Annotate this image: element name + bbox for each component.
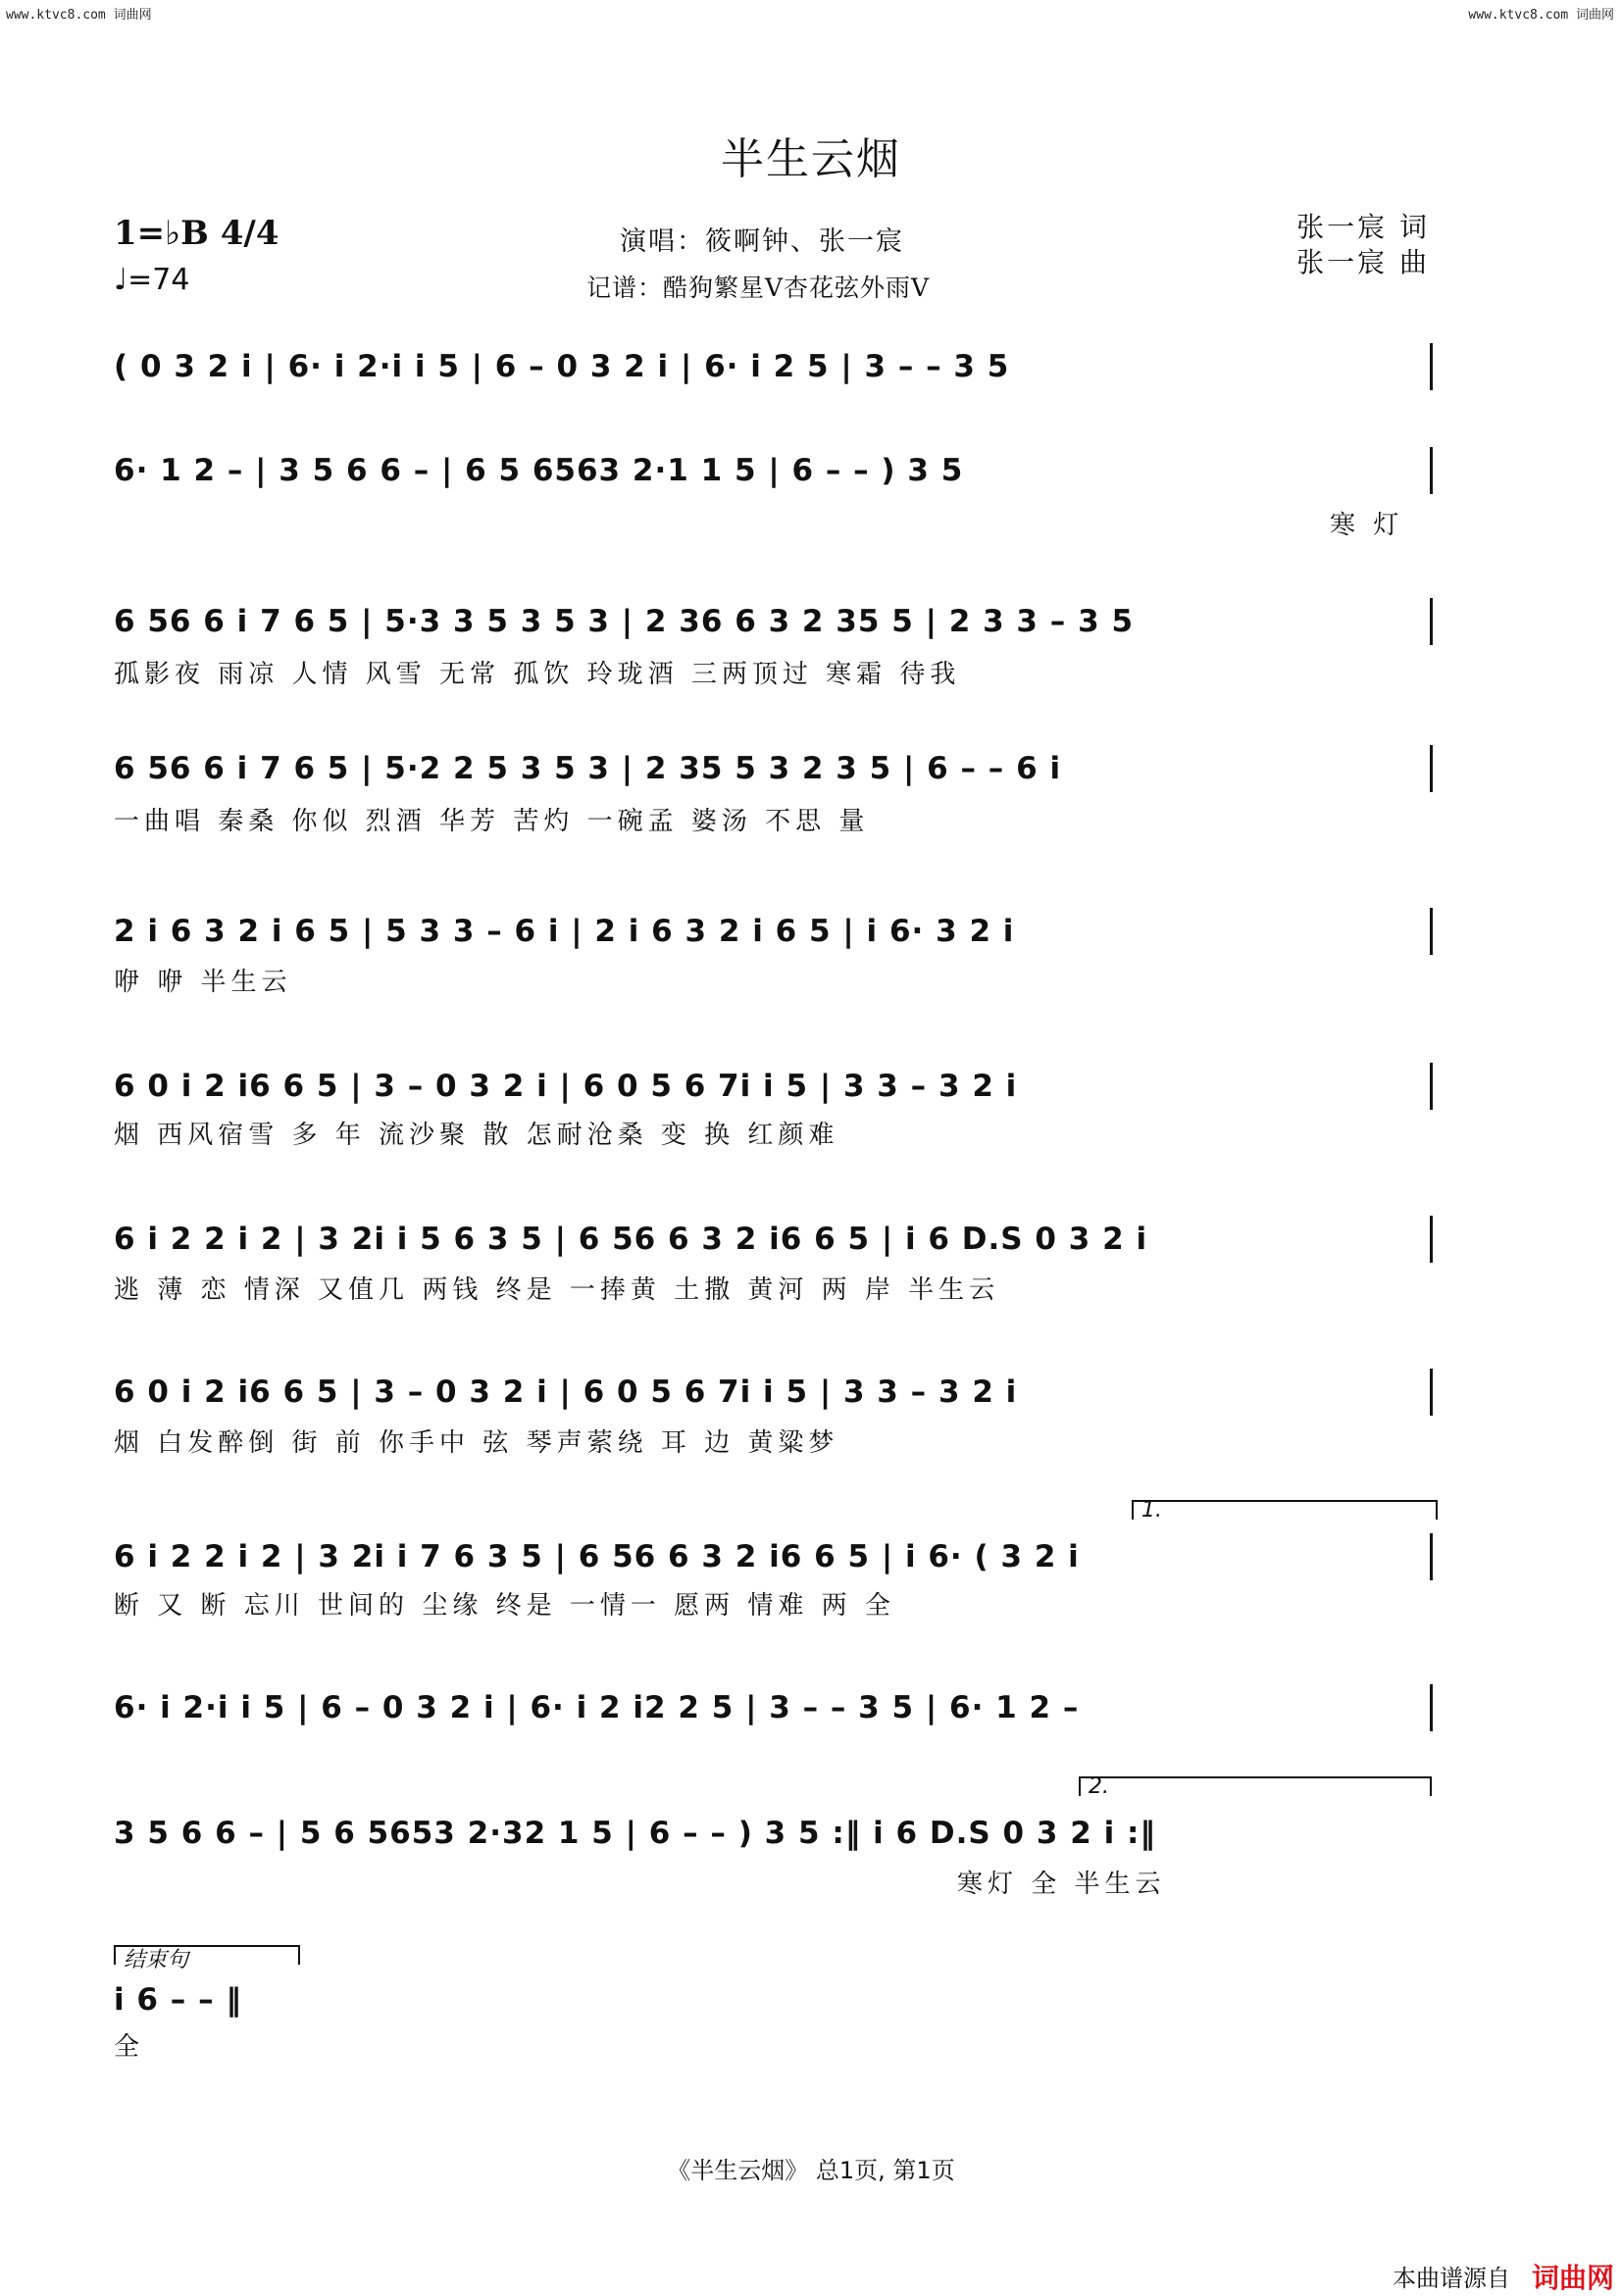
barline (1430, 598, 1433, 645)
page-info: 《半生云烟》 总1页, 第1页 (667, 2157, 955, 2184)
ending-label: 结束句 (124, 1948, 189, 1972)
lyricist-credit: 张一宸 词 (1296, 211, 1430, 243)
score-line-3-lyrics: 孤影夜 雨凉 人情 风雪 无常 孤饮 玲珑酒 三两顶过 寒霜 待我 (114, 660, 961, 689)
barline (1430, 1369, 1433, 1416)
barline (1430, 908, 1433, 955)
barline (1430, 343, 1433, 390)
score-line-3-notes (114, 592, 1433, 651)
score-line-4-notes (114, 739, 1433, 798)
score-line-7-lyrics: 逃 薄 恋 情深 又值几 两钱 终是 一捧黄 土撒 黄河 两 岸 半生云 (114, 1275, 1000, 1305)
key-signature: 1=♭B 4/4 (114, 214, 279, 253)
barline (1430, 1216, 1433, 1263)
score-line-1-lyrics (114, 396, 1433, 439)
score-line-11-notes (114, 1804, 1433, 1863)
notes-text: 6 i 2 2 i 2 | 3 2i i 5 6 3 5 | 6 56 6 3 2 i6 6 5 | i 6 D.S 0 3 2 i (114, 1222, 1148, 1257)
brand-logo-text[interactable]: 词曲网 (1531, 2262, 1614, 2294)
watermark-right: www.ktvc8.com 词曲网 (1468, 8, 1614, 23)
barline (1430, 447, 1433, 494)
barline (1430, 1533, 1433, 1580)
tempo-marking: ♩=74 (114, 263, 190, 297)
notes-text: ( 0 3 2 i | 6· i 2·i i 5 | 6 – 0 3 2 i | 6· i 2 5 | 3 – – 3 5 (114, 349, 1010, 384)
score-line-6-notes (114, 1057, 1433, 1116)
ending-bracket (114, 1945, 300, 1972)
notes-text: 2 i 6 3 2 i 6 5 | 5 3 3 – 6 i | 2 i 6 3 2 i 6 5 | i 6· 3 2 i (114, 914, 1015, 949)
first-ending-label: 1. (1141, 1498, 1162, 1522)
notes-text: 6 i 2 2 i 2 | 3 2i i 7 6 3 5 | 6 56 6 3 2 i6 6 5 | i 6· ( 3 2 i (114, 1539, 1080, 1574)
singer-credit: 演唱：筱啊钟、张一宸 (620, 226, 904, 257)
score-line-5-lyrics: 咿 咿 半生云 (114, 968, 292, 997)
watermark-left: www.ktvc8.com 词曲网 (6, 8, 152, 23)
score-line-5-notes (114, 902, 1433, 961)
score-line-4-lyrics: 一曲唱 秦桑 你似 烈酒 华芳 苦灼 一碗孟 婆汤 不思 量 (114, 807, 870, 836)
score-line-12-notes (114, 1971, 310, 2029)
score-line-11-lyrics: 寒灯 全 半生云 (957, 1870, 1166, 1899)
score-line-10-notes (114, 1678, 1433, 1737)
first-ending-bracket (1132, 1500, 1438, 1520)
notes-text: 6 0 i 2 i6 6 5 | 3 – 0 3 2 i | 6 0 5 6 7i i 5 | 3 3 – 3 2 i (114, 1069, 1018, 1104)
second-ending-bracket (1079, 1774, 1432, 1799)
transcriber-credit: 记谱：酷狗繁星V杏花弦外雨V (586, 274, 931, 302)
barline (1430, 1684, 1433, 1731)
score-line-2-lyrics: 寒 灯 (1330, 511, 1404, 540)
score-line-6-lyrics: 烟 西风宿雪 多 年 流沙聚 散 怎耐沧桑 变 换 红颜难 (114, 1121, 839, 1150)
notes-text: 6 56 6 i 7 6 5 | 5·3 3 5 3 5 3 | 2 36 6 3 2 35 5 | 2 3 3 – 3 5 (114, 604, 1135, 639)
score-line-8-lyrics: 烟 白发醉倒 街 前 你手中 弦 琴声萦绕 耳 边 黄粱梦 (114, 1428, 839, 1458)
notes-text: 3 5 6 6 – | 5 6 5653 2·32 1 5 | 6 – – ) 3 5 :‖ i 6 D.S 0 3 2 i :‖ (114, 1816, 1156, 1851)
source-credit: 本曲谱源自 (1393, 2265, 1510, 2292)
notes-text: 6· i 2·i i 5 | 6 – 0 3 2 i | 6· i 2 i2 2 5 | 3 – – 3 5 | 6· 1 2 – (114, 1690, 1080, 1725)
score-line-9-notes (114, 1527, 1433, 1586)
barline (1430, 1063, 1433, 1110)
score-line-8-notes (114, 1363, 1433, 1422)
score-line-12-lyrics: 全 (114, 2032, 145, 2062)
score-line-1-notes (114, 337, 1433, 396)
notes-text: 6 56 6 i 7 6 5 | 5·2 2 5 3 5 3 | 2 35 5 3 2 3 5 | 6 – – 6 i (114, 751, 1062, 786)
score-line-2-notes (114, 441, 1433, 500)
barline (1430, 745, 1433, 792)
notes-text: 6 0 i 2 i6 6 5 | 3 – 0 3 2 i | 6 0 5 6 7i i 5 | 3 3 – 3 2 i (114, 1374, 1018, 1410)
notes-text: i 6 – – ‖ (114, 1982, 242, 2018)
song-title: 半生云烟 (721, 134, 901, 184)
score-line-9-lyrics: 断 又 断 忘川 世间的 尘缘 终是 一情一 愿两 情难 两 全 (114, 1591, 895, 1621)
composer-credit: 张一宸 曲 (1296, 246, 1430, 278)
second-ending-label: 2. (1089, 1774, 1109, 1799)
notes-text: 6· 1 2 – | 3 5 6 6 – | 6 5 6563 2·1 1 5 | 6 – – ) 3 5 (114, 453, 964, 488)
score-line-7-notes (114, 1210, 1433, 1269)
